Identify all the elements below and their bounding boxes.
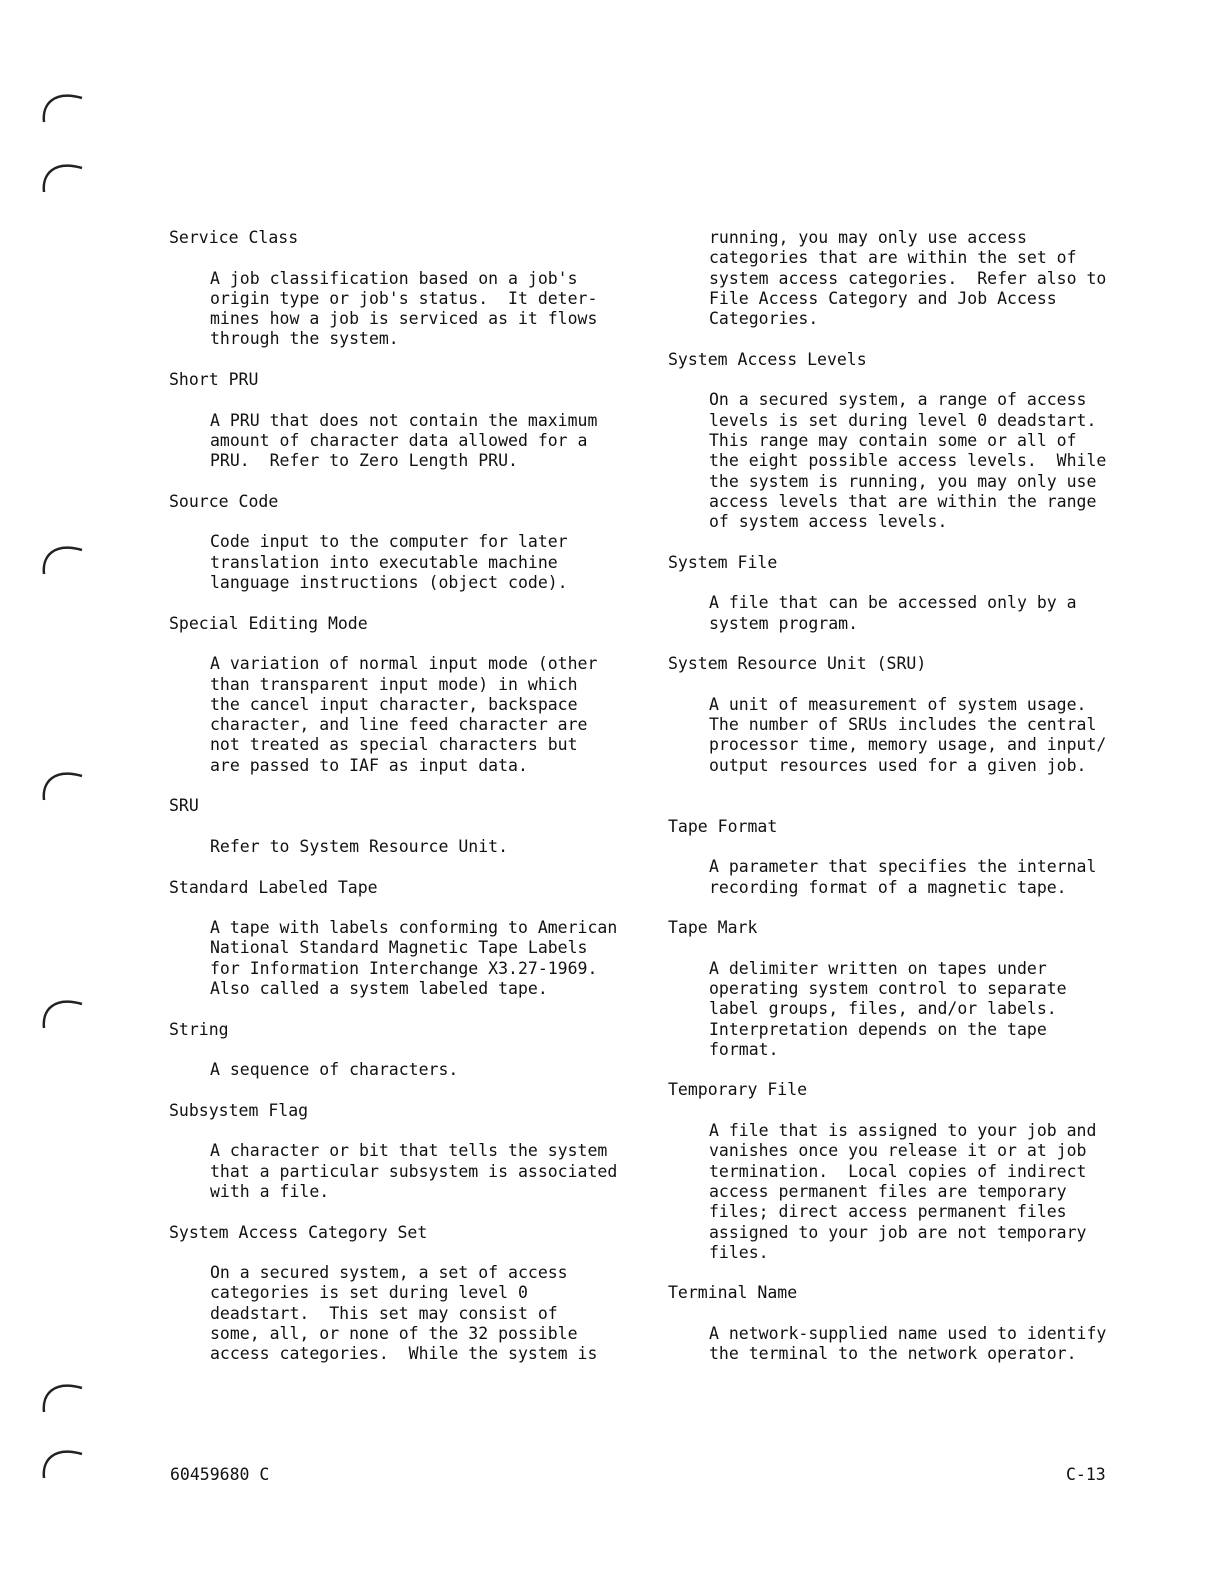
- glossary-definition: A delimiter written on tapes under operating system control to separate label groups, files, and/or labels. Interpretation depends on the tape format.: [709, 958, 1067, 1059]
- glossary-definition: A parameter that specifies the internal recording format of a magnetic tape.: [709, 857, 1097, 897]
- glossary-right-column: [668, 228, 1138, 1385]
- glossary-definition: Code input to the computer for later translation into executable machine language instructions (object code).: [210, 532, 568, 593]
- punch-hole-mark: [40, 762, 86, 802]
- page-number: C-13: [1066, 1465, 1106, 1484]
- glossary-left-column: [169, 228, 639, 1385]
- glossary-entry: [169, 228, 639, 350]
- glossary-definition: A file that is assigned to your job and vanishes once you release it or at job termination. Local copies of indirect access permanent files are temporary files; direct access permanent files assigned to your job are not temporary files.: [709, 1121, 1097, 1262]
- glossary-entry: [169, 1223, 639, 1365]
- glossary-term: Terminal Name: [668, 1283, 798, 1303]
- glossary-term: Tape Mark: [668, 918, 758, 938]
- glossary-term: Temporary File: [668, 1080, 808, 1100]
- punch-hole-mark: [40, 154, 86, 194]
- glossary-definition: On a secured system, a set of access categories is set during level 0 deadstart. This set may consist of some, all, or none of the 32 possible access categories. While the system is: [210, 1263, 598, 1364]
- glossary-definition-continuation: running, you may only use access categories that are within the set of system access categories. Refer also to File Access Category and Job Access Categories.: [709, 228, 1107, 329]
- glossary-entry: [169, 492, 639, 593]
- glossary-term: Short PRU: [169, 370, 259, 390]
- punch-hole-mark: [40, 990, 86, 1030]
- glossary-definition: A job classification based on a job's origin type or job's status. It deter- mines how a job is serviced as it flows through the system.: [210, 268, 598, 349]
- glossary-entry: [668, 654, 1138, 776]
- glossary-term: Tape Format: [668, 816, 778, 836]
- glossary-entry: [668, 553, 1138, 634]
- glossary-definition: On a secured system, a range of access levels is set during level 0 deadstart. This range may contain some or all of the eight possible access levels. While the system is running, you may only use access levels that are within the range of system access levels.: [709, 390, 1107, 532]
- glossary-entry: [668, 1080, 1138, 1263]
- glossary-entry: [668, 918, 1138, 1060]
- glossary-entry: [169, 1101, 639, 1202]
- glossary-definition: A variation of normal input mode (other than transparent input mode) in which the cancel input character, backspace character, and line feed character are not treated as special characters but are passed to IAF as input data.: [210, 654, 598, 775]
- glossary-term: Source Code: [169, 491, 279, 511]
- glossary-definition: A unit of measurement of system usage. The number of SRUs includes the central processor time, memory usage, and input/ output resources used for a given job.: [709, 694, 1107, 775]
- glossary-entry: [169, 370, 639, 471]
- glossary-entry: [668, 350, 1138, 533]
- punch-hole-mark: [40, 1374, 86, 1414]
- document-number: 60459680 C: [170, 1465, 270, 1484]
- glossary-term: Subsystem Flag: [169, 1100, 309, 1120]
- glossary-term: System Access Levels: [668, 349, 867, 369]
- punch-hole-mark: [40, 536, 86, 576]
- glossary-entry: [668, 817, 1138, 898]
- glossary-term: String: [169, 1019, 229, 1039]
- glossary-definition: A tape with labels conforming to American National Standard Magnetic Tape Labels for Information Interchange X3.27-1969. Also called a system labeled tape.: [210, 918, 618, 998]
- glossary-entry: [169, 878, 639, 1000]
- glossary-term: System File: [668, 552, 778, 572]
- glossary-definition: Refer to System Resource Unit.: [210, 836, 509, 856]
- glossary-entry: [668, 1283, 1138, 1364]
- glossary-definition: A PRU that does not contain the maximum amount of character data allowed for a PRU. Refer to Zero Length PRU.: [210, 410, 598, 471]
- glossary-term: SRU: [169, 796, 199, 816]
- glossary-definition: A file that can be accessed only by a system program.: [709, 593, 1077, 633]
- glossary-term: Special Editing Mode: [169, 613, 368, 633]
- glossary-definition: A network-supplied name used to identify the terminal to the network operator.: [709, 1324, 1107, 1364]
- glossary-entry: [169, 614, 639, 776]
- glossary-definition: A sequence of characters.: [210, 1060, 459, 1080]
- glossary-term: Standard Labeled Tape: [169, 877, 378, 897]
- glossary-term: System Resource Unit (SRU): [668, 654, 927, 674]
- glossary-entry: [169, 1020, 639, 1081]
- punch-hole-mark: [40, 1440, 86, 1480]
- punch-hole-mark: [40, 84, 86, 124]
- glossary-term: System Access Category Set: [169, 1222, 428, 1242]
- glossary-definition: A character or bit that tells the system that a particular subsystem is associated with a file.: [210, 1141, 618, 1201]
- glossary-term: Service Class: [169, 228, 299, 247]
- glossary-entry: [169, 796, 639, 857]
